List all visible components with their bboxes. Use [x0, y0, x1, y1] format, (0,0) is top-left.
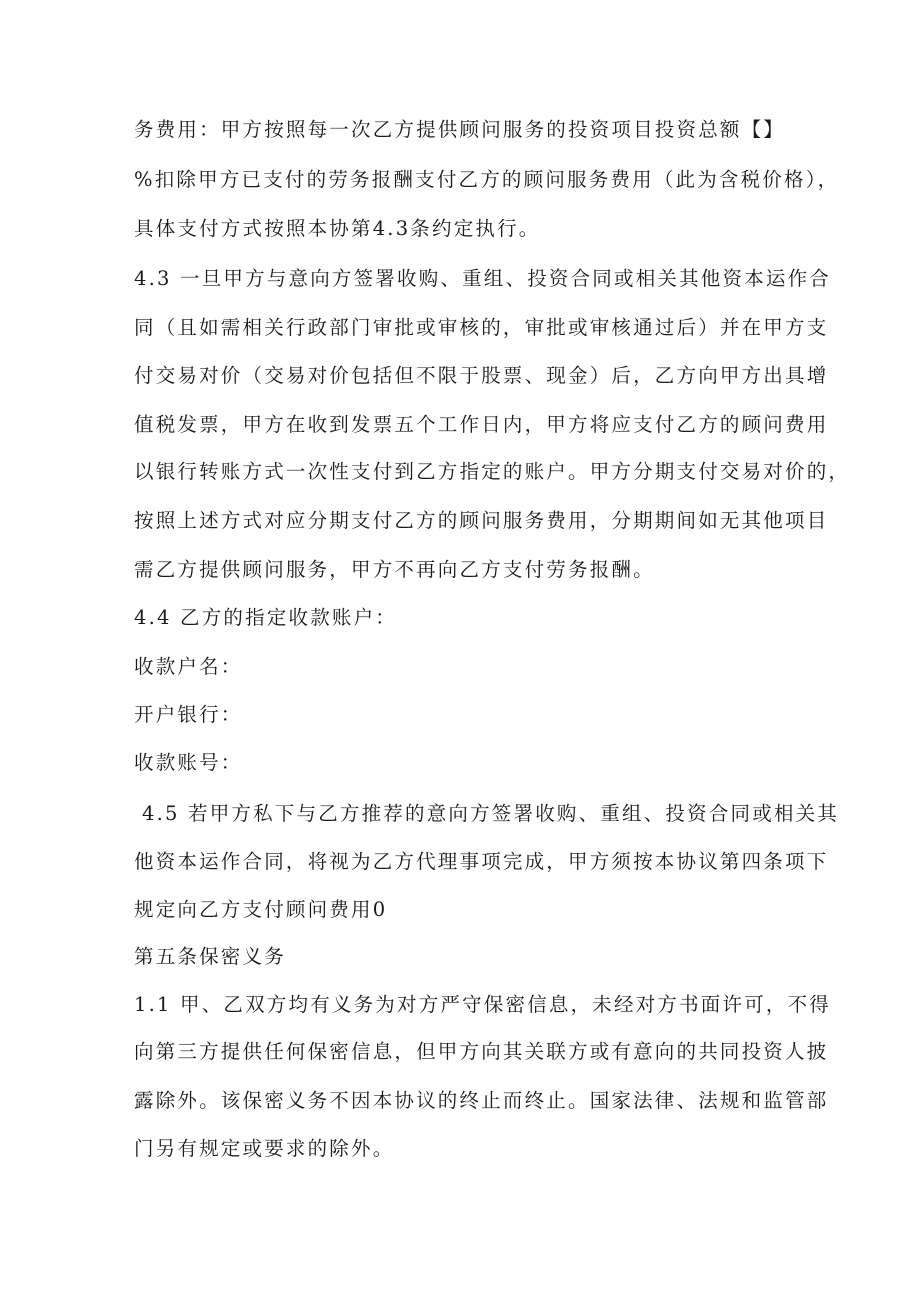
- text-line: 4.3 一旦甲方与意向方签署收购、重组、投资合同或相关其他资本运作合: [134, 267, 832, 290]
- text-line: 具体支付方式按照本协第4.3条约定执行。: [134, 217, 541, 240]
- text-line: 露除外。该保密义务不因本协议的终止而终止。国家法律、法规和监管部: [134, 1089, 829, 1112]
- text-line: %扣除甲方已支付的劳务报酬支付乙方的顾问服务费用（此为含税价格），: [134, 168, 840, 191]
- text-line: 向第三方提供任何保密信息，但甲方向其关联方或有意向的共同投资人披: [134, 1040, 829, 1063]
- text-line: 付交易对价（交易对价包括但不限于股票、现金）后，乙方向甲方出具增: [134, 364, 829, 387]
- text-line: 规定向乙方支付顾问费用0: [134, 898, 388, 921]
- account-number-label: 收款账号：: [134, 751, 243, 774]
- text-line: 以银行转账方式一次性支付到乙方指定的账户。甲方分期支付交易对价的，: [134, 460, 851, 483]
- article-heading: 第五条保密义务: [134, 945, 286, 968]
- text-line: 值税发票，甲方在收到发票五个工作日内，甲方将应支付乙方的顾问费用: [134, 413, 829, 436]
- text-line: 他资本运作合同，将视为乙方代理事项完成，甲方须按本协议第四条项下: [134, 850, 829, 873]
- text-line: 同（且如需相关行政部门审批或审核的，审批或审核通过后）并在甲方支: [134, 316, 829, 339]
- bank-name-label: 开户银行：: [134, 703, 243, 726]
- text-line: 需乙方提供顾问服务，甲方不再向乙方支付劳务报酬。: [134, 558, 655, 581]
- text-line: 4.5 若甲方私下与乙方推荐的意向方签署收购、重组、投资合同或相关其: [142, 802, 840, 825]
- text-line: 1.1 甲、乙双方均有义务为对方严守保密信息，未经对方书面许可，不得: [134, 993, 832, 1016]
- text-line: 按照上述方式对应分期支付乙方的顾问服务费用，分期期间如无其他项目: [134, 509, 829, 532]
- text-line: 门另有规定或要求的除外。: [134, 1137, 395, 1160]
- text-line: 务费用：甲方按照每一次乙方提供顾问服务的投资项目投资总额【】: [134, 118, 786, 141]
- section-heading: 4.4 乙方的指定收款账户：: [134, 606, 398, 629]
- account-name-label: 收款户名：: [134, 655, 243, 678]
